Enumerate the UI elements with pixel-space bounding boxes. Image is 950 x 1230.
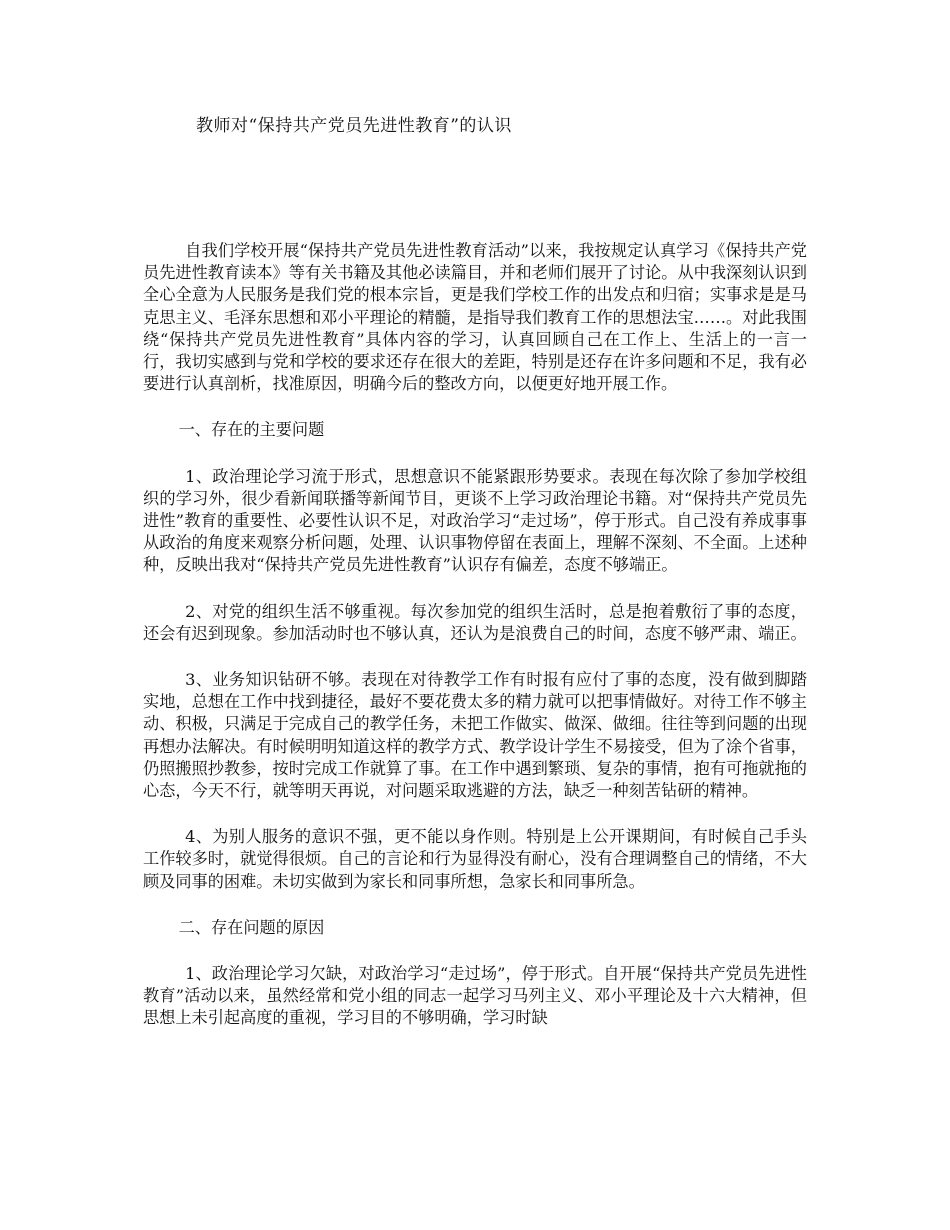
problem-paragraph-1: 1、政治理论学习流于形式，思想意识不能紧跟形势要求。表现在每次除了参加学校组织的学习外，很少看新闻联播等新闻节目，更谈不上学习政治理论书籍。对“保持共产党员先进性”教育的重要性、必要性认识不足，对政治学习“走过场”，停于形式。自己没有养成事事从政治的角度来观察分析问题，处理、认识事物停留在表面上，理解不深刻、不全面。上述种种，反映出我对“保持共产党员先进性教育”认识存有偏差，态度不够端正。 [143,466,807,575]
section-heading-problems: 一、存在的主要问题 [178,420,325,440]
document-body [143,240,807,1054]
cause-paragraph-1: 1、政治理论学习欠缺，对政治学习“走过场”，停于形式。自开展“保持共产党员先进性教育”活动以来，虽然经常和党小组的同志一起学习马列主义、邓小平理论及十六大精神，但思想上未引起高度的重视，学习目的不够明确，学习时缺 [143,964,807,1028]
problem-paragraph-3: 3、业务知识钻研不够。表现在对待教学工作有时报有应付了事的态度，没有做到脚踏实地，总想在工作中找到捷径，最好不要花费太多的精力就可以把事情做好。对待工作不够主动、积极，只满足于完成自己的教学任务，未把工作做实、做深、做细。往往等到问题的出现再想办法解决。有时候明明知道这样的教学方式、教学设计学生不易接受，但为了涂个省事，仍照搬照抄教参，按时完成工作就算了事。在工作中遇到繁琐、复杂的事情，抱有可拖就拖的心态，今天不行，就等明天再说，对问题采取逃避的方法，缺乏一种刻苦钻研的精神。 [143,670,807,801]
section-heading-causes: 二、存在问题的原因 [178,917,325,937]
problem-paragraph-2: 2、对党的组织生活不够重视。每次参加党的组织生活时，总是抱着敷衍了事的态度，还会有迟到现象。参加活动时也不够认真，还认为是浪费自己的时间，态度不够严肃、端正。 [143,601,807,643]
intro-paragraph: 自我们学校开展“保持共产党员先进性教育活动”以来，我按规定认真学习《保持共产党员先进性教育读本》等有关书籍及其他必读篇目，并和老师们展开了讨论。从中我深刻认识到全心全意为人民服务是我们党的根本宗旨，更是我们学校工作的出发点和归宿；实事求是是马克思主义、毛泽东思想和邓小平理论的精髓，是指导我们教育工作的思想法宝……。对此我围绕“保持共产党员先进性教育”具体内容的学习，认真回顾自己在工作上、生活上的一言一行，我切实感到与党和学校的要求还存在很大的差距，特别是还存在许多问题和不足，我有必要进行认真剖析，找准原因，明确今后的整改方向，以便更好地开展工作。 [143,241,807,394]
problem-paragraph-4: 4、为别人服务的意识不强，更不能以身作则。特别是上公开课期间，有时候自己手头工作较多时，就觉得很烦。自己的言论和行为显得没有耐心，没有合理调整自己的情绪，不大顾及同事的困难。未切实做到为家长和同事所想，急家长和同事所急。 [143,827,807,891]
document-title: 教师对“保持共产党员先进性教育”的认识 [196,116,512,136]
